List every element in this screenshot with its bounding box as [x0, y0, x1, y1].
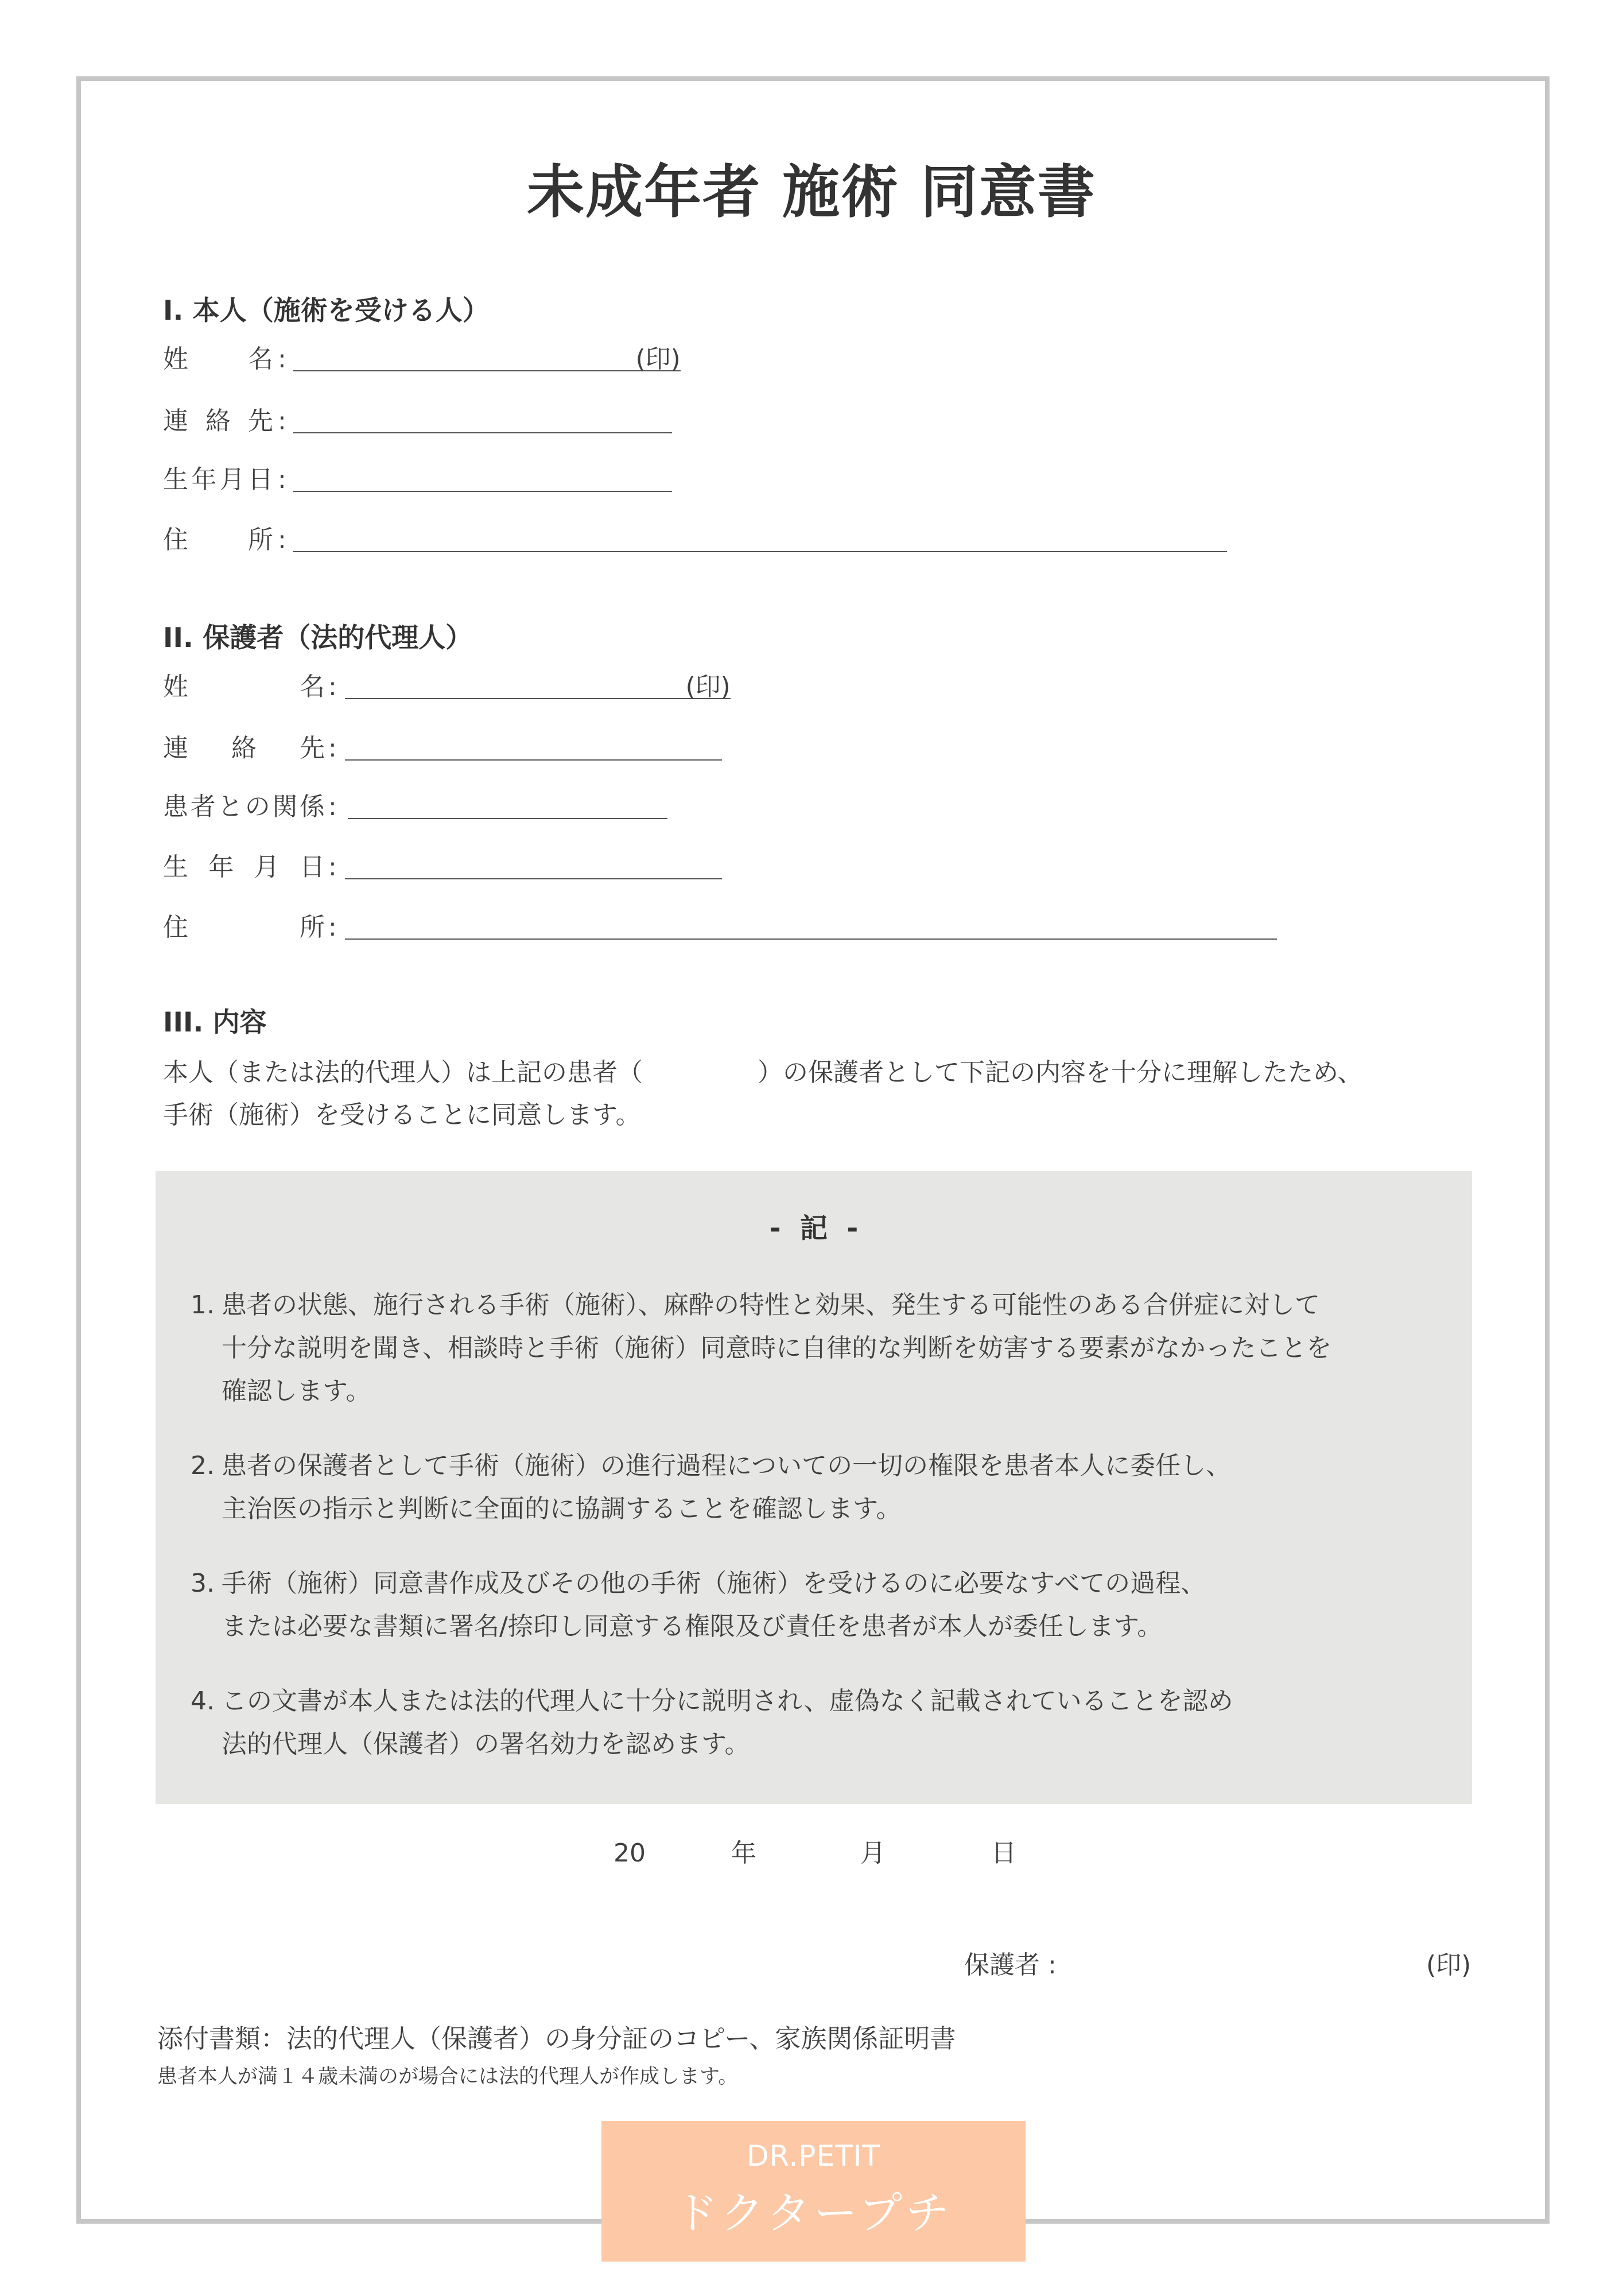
item-line: 患者の保護者として手術（施術）の進行過程についての一切の権限を患者本人に委任し、	[222, 1451, 1232, 1480]
guardian-birth-row	[163, 850, 722, 885]
label-char: 連	[163, 734, 188, 763]
list-item	[191, 1680, 1331, 1766]
guardian-name-field[interactable]	[345, 670, 731, 699]
patient-name-label	[163, 342, 273, 377]
label-char: の	[244, 792, 270, 821]
page-frame	[76, 76, 1550, 2224]
guardian-name-label	[163, 670, 325, 704]
guardian-contact-field[interactable]	[345, 731, 722, 761]
item-line: この文書が本人または法的代理人に十分に説明され、虚偽なく記載されていることを認め	[222, 1686, 1233, 1716]
date-day-label: 日	[991, 1839, 1016, 1868]
colon: :	[278, 525, 286, 554]
item-line: 十分な説明を聞き、相談時と手術（施術）同意時に自律的な判断を妨害する要素がなかったことを	[222, 1333, 1332, 1363]
label-char: 関	[272, 792, 298, 821]
guardian-signature-label	[964, 1948, 1057, 1983]
date-year-label: 年	[731, 1839, 756, 1868]
label-char: 日	[299, 852, 325, 882]
label-char: 生	[163, 852, 188, 882]
list-item	[191, 1562, 1331, 1648]
label-char: 住	[163, 913, 188, 942]
colon: :	[328, 672, 337, 701]
patient-contact-label	[163, 404, 273, 439]
item-number: 2.	[191, 1451, 215, 1480]
item-line: または必要な書類に署名/捺印し同意する権限及び責任を患者が本人が委任します。	[222, 1612, 1163, 1641]
patient-address-row	[163, 523, 1227, 557]
section-content-heading: III. 内容	[163, 1007, 267, 1038]
colon: :	[328, 734, 337, 763]
section-patient-heading: I. 本人（施術を受ける人）	[163, 295, 490, 327]
label-char: と	[218, 792, 243, 821]
label-char: 先	[248, 406, 273, 436]
attachments-text: 添付書類：法的代理人（保護者）の身分証のコピー、家族関係証明書	[157, 2023, 956, 2054]
notes-heading: - 記 -	[769, 1212, 859, 1244]
guardian-birth-label	[163, 850, 325, 885]
item-number: 1.	[191, 1290, 215, 1320]
colon: :	[328, 792, 337, 821]
patient-contact-field[interactable]	[293, 404, 672, 433]
guardian-contact-row	[163, 731, 722, 766]
guardian-relation-row	[163, 790, 667, 824]
logo-text-en: DR.PETIT	[747, 2139, 880, 2173]
patient-name-row	[163, 342, 681, 377]
item-number: 4.	[191, 1686, 215, 1716]
item-line: 確認します。	[222, 1376, 371, 1406]
label-char: 姓	[163, 672, 188, 701]
guardian-birth-field[interactable]	[345, 850, 722, 879]
patient-address-label	[163, 523, 273, 557]
list-item	[191, 1444, 1331, 1530]
guardian-address-row	[163, 910, 1277, 945]
patient-address-field[interactable]	[293, 523, 1227, 552]
list-item	[191, 1283, 1331, 1413]
label-char: 絡	[205, 406, 231, 436]
guardian-contact-label	[163, 731, 325, 766]
patient-name-field[interactable]	[293, 342, 681, 374]
label-char: 月	[254, 852, 279, 882]
label-char: 姓	[163, 344, 188, 374]
notes-box	[156, 1171, 1472, 1804]
colon: :	[278, 465, 286, 494]
label-char: 絡	[231, 734, 257, 763]
guardian-address-field[interactable]	[345, 910, 1277, 940]
label-char: 先	[300, 734, 325, 763]
patient-name-blank[interactable]	[643, 1058, 758, 1081]
item-text	[222, 1283, 1331, 1413]
signature-seal: (印)	[1426, 1950, 1471, 1980]
label-char: 年	[191, 465, 217, 494]
item-line: 法的代理人（保護者）の署名効力を認めます。	[222, 1729, 750, 1759]
label-char: 連	[163, 406, 188, 436]
item-line: 主治医の指示と判断に全面的に協調することを確認します。	[222, 1494, 902, 1523]
patient-birth-row	[163, 463, 672, 497]
brand-logo	[601, 2121, 1026, 2262]
item-text	[222, 1680, 1233, 1766]
logo-text-ja: ドクタープチ	[674, 2188, 953, 2239]
label-char: 患	[163, 792, 188, 821]
label-char: 生	[163, 465, 188, 494]
consent-line-1-after: ）の保護者として下記の内容を十分に理解したため、	[758, 1058, 1363, 1087]
date-year-prefix: 20	[614, 1839, 646, 1868]
signature-label: 保護者	[964, 1950, 1040, 1980]
notes-list	[191, 1283, 1331, 1797]
label-char: 日	[247, 465, 273, 494]
colon: :	[1040, 1950, 1057, 1980]
label-char: 所	[300, 913, 325, 942]
item-line: 患者の状態、施行される手術（施術）、麻酔の特性と効果、発生する可能性のある合併症に対して	[222, 1290, 1320, 1320]
label-char: 者	[190, 792, 216, 821]
item-number: 3.	[191, 1569, 215, 1598]
patient-birth-label	[163, 463, 273, 497]
guardian-address-label	[163, 910, 325, 945]
document-title: 未成年者 施術 同意書	[527, 158, 1096, 226]
age-note: 患者本人が満１４歳未満のが場合には法的代理人が作成します。	[157, 2065, 739, 2088]
colon: :	[328, 852, 337, 882]
seal-mark: (印)	[685, 672, 731, 701]
patient-contact-row	[163, 404, 672, 439]
consent-line-2: 手術（施術）を受けることに同意します。	[163, 1100, 641, 1130]
label-char: 名	[300, 672, 325, 701]
section-guardian-heading: II. 保護者（法的代理人）	[163, 622, 473, 654]
guardian-name-row	[163, 670, 731, 704]
guardian-relation-field[interactable]	[348, 790, 667, 819]
consent-line-1	[163, 1052, 1362, 1094]
consent-paragraph	[163, 1052, 1362, 1137]
item-line: 手術（施術）同意書作成及びその他の手術（施術）を受けるのに必要なすべての過程、	[222, 1569, 1206, 1598]
item-text	[222, 1444, 1231, 1530]
guardian-relation-label	[163, 790, 325, 824]
colon: :	[328, 913, 337, 942]
label-char: 年	[208, 852, 234, 882]
date-month-label: 月	[860, 1839, 886, 1868]
consent-line-1-before: 本人（または法的代理人）は上記の患者（	[163, 1058, 643, 1087]
patient-birth-field[interactable]	[293, 463, 672, 492]
label-char: 月	[219, 465, 245, 494]
label-char: 名	[248, 344, 273, 374]
label-char: 係	[299, 792, 325, 821]
colon: :	[278, 406, 286, 436]
label-char: 所	[248, 525, 273, 554]
colon: :	[278, 344, 286, 374]
seal-mark: (印)	[635, 344, 681, 374]
label-char: 住	[163, 525, 188, 554]
item-text	[222, 1562, 1206, 1648]
